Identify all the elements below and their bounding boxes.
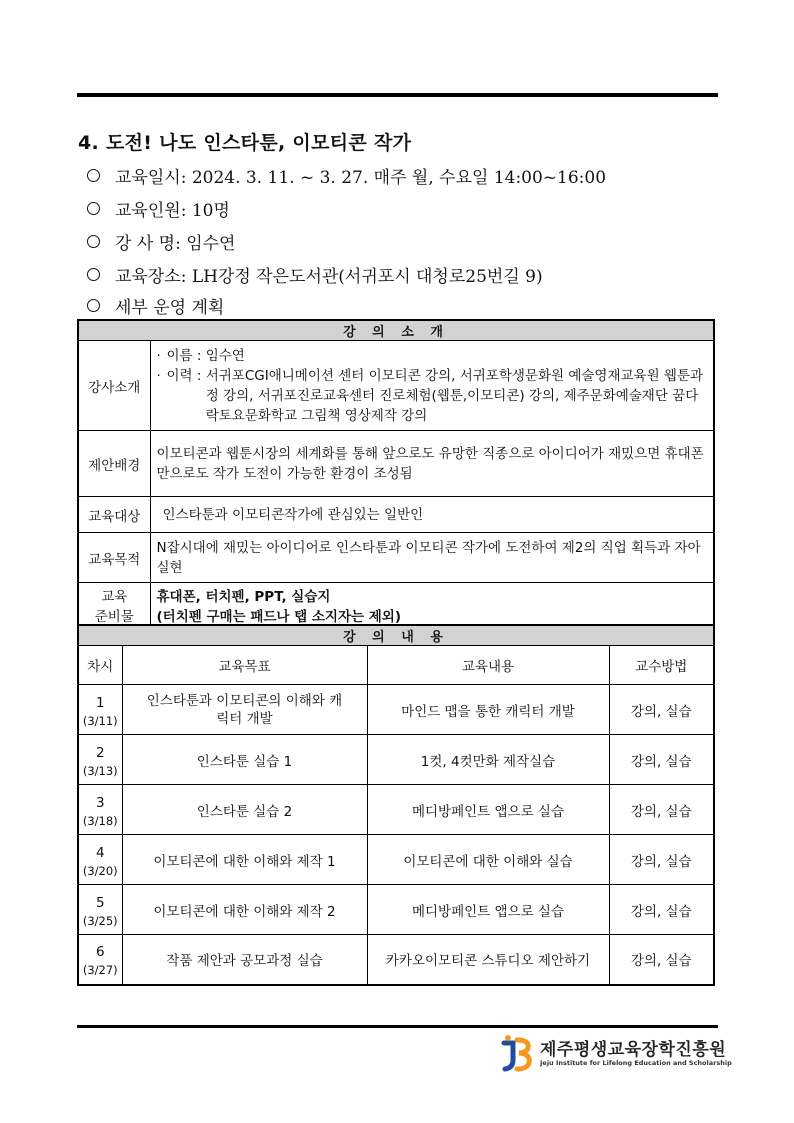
institute-name: 제주평생교육장학진흥원 xyxy=(540,1040,727,1060)
course-header: 강 의 내 용 xyxy=(78,625,714,646)
circle-bullet-icon xyxy=(87,202,100,215)
instructor-content xyxy=(150,341,714,431)
table-row xyxy=(78,785,714,835)
column-header: 교육내용 xyxy=(367,646,609,685)
session-date: (3/25) xyxy=(82,913,118,928)
session-number: 3 xyxy=(95,794,105,811)
session-method: 강의, 실습 xyxy=(609,785,714,835)
info-location xyxy=(87,262,543,287)
name-value: 임수연 xyxy=(205,347,245,364)
session-goal: 인스타툰과 이모티콘의 이해와 캐릭터 개발 xyxy=(122,685,367,735)
materials-line-1: 휴대폰, 터치펜, PPT, 실습지 xyxy=(156,589,331,606)
background-label: 제안배경 xyxy=(78,431,150,497)
session-number: 2 xyxy=(95,744,105,761)
session-goal: 인스타툰 실습 2 xyxy=(122,785,367,835)
info-headcount xyxy=(87,196,230,221)
session-goal: 이모티콘에 대한 이해와 제작 2 xyxy=(122,885,367,935)
session-goal: 인스타툰 실습 1 xyxy=(122,735,367,785)
intro-table xyxy=(77,319,715,634)
circle-bullet-icon xyxy=(87,268,100,281)
session-number: 5 xyxy=(95,894,105,911)
session-date: (3/27) xyxy=(82,963,118,978)
intro-header: 강 의 소 개 xyxy=(78,320,714,341)
session-content: 메디방페인트 앱으로 실습 xyxy=(367,885,609,935)
session-method: 강의, 실습 xyxy=(609,685,714,735)
session-number: 4 xyxy=(95,844,105,861)
session-method: 강의, 실습 xyxy=(609,735,714,785)
column-header: 교수방법 xyxy=(609,646,714,685)
instructor-label: 강사소개 xyxy=(78,341,150,431)
background-row xyxy=(78,431,714,497)
materials-label-line-2: 준비물 xyxy=(94,609,134,626)
target-row xyxy=(78,497,714,533)
purpose-text: N잡시대에 재밌는 아이디어로 인스타툰과 이모티콘 작가에 도전하여 제2의 직업 획득과 자아실현 xyxy=(150,533,714,583)
session-date: (3/11) xyxy=(82,713,118,728)
materials-line-2: (터치펜 구매는 패드나 탭 소지자는 제외) xyxy=(156,609,401,626)
name-key: 이름 : xyxy=(166,347,206,364)
session-content: 이모티콘에 대한 이해와 실습 xyxy=(367,835,609,885)
circle-bullet-icon xyxy=(87,299,100,312)
info-text: 교육일시: 2024. 3. 11. ~ 3. 27. 매주 월, 수요일 14:00~16:00 xyxy=(115,168,607,188)
circle-bullet-icon xyxy=(87,169,100,182)
session-content: 마인드 맵을 통한 캐릭터 개발 xyxy=(367,685,609,735)
table-row xyxy=(78,935,714,985)
circle-bullet-icon xyxy=(87,235,100,248)
info-instructor xyxy=(87,229,235,254)
session-content: 카카오이모티콘 스튜디오 제안하기 xyxy=(367,935,609,985)
dot-bullet-icon: · xyxy=(156,347,161,364)
session-number: 1 xyxy=(95,694,105,711)
session-date: (3/18) xyxy=(82,813,118,828)
table-row xyxy=(78,735,714,785)
session-method: 강의, 실습 xyxy=(609,885,714,935)
column-header: 교육목표 xyxy=(122,646,367,685)
table-row xyxy=(78,835,714,885)
session-date: (3/20) xyxy=(82,863,118,878)
purpose-row xyxy=(78,533,714,583)
session-date: (3/13) xyxy=(82,763,118,778)
instructor-row xyxy=(78,341,714,431)
institute-logo-icon xyxy=(500,1034,534,1072)
materials-label-line-1: 교육 xyxy=(101,589,128,606)
session-content: 메디방페인트 앱으로 실습 xyxy=(367,785,609,835)
session-number: 6 xyxy=(95,944,105,961)
bottom-rule xyxy=(77,1025,718,1028)
session-method: 강의, 실습 xyxy=(609,835,714,885)
column-header: 차시 xyxy=(78,646,122,685)
course-column-headers xyxy=(78,646,714,685)
session-goal: 이모티콘에 대한 이해와 제작 1 xyxy=(122,835,367,885)
course-table xyxy=(77,624,715,986)
top-rule xyxy=(77,93,718,97)
institute-english-name: Jeju Institute for Lifelong Education and Scholarship xyxy=(540,1059,732,1067)
info-text: 강 사 명: 임수연 xyxy=(115,234,236,254)
info-text: 교육인원: 10명 xyxy=(115,201,230,221)
target-label: 교육대상 xyxy=(78,497,150,533)
career-key: 이력 : xyxy=(166,367,206,384)
info-text: 세부 운영 계획 xyxy=(115,298,225,318)
career-value: 서귀포CGI애니메이션 센터 이모티콘 강의, 서귀포학생문화원 예술영재교육원 웹툰과정 강의, 서귀포진로교육센터 진로체험(웹툰,이모티콘) 강의, 제주문화예술재단 꿈다락토요문화학교 그림책 영상제작 강의 xyxy=(205,367,704,424)
info-plan xyxy=(87,293,224,318)
page-title: 4. 도전! 나도 인스타툰, 이모티콘 작가 xyxy=(78,132,412,154)
dot-bullet-icon: · xyxy=(156,367,161,384)
purpose-label: 교육목적 xyxy=(78,533,150,583)
info-text: 교육장소: LH강정 작은도서관(서귀포시 대청로25번길 9) xyxy=(115,267,543,287)
table-row xyxy=(78,885,714,935)
session-content: 1컷, 4컷만화 제작실습 xyxy=(367,735,609,785)
target-text: 인스타툰과 이모티콘작가에 관심있는 일반인 xyxy=(150,497,714,533)
background-text: 이모티콘과 웹툰시장의 세계화를 통해 앞으로도 유망한 직종으로 아이디어가 재밌으면 휴대폰만으로도 작가 도전이 가능한 환경이 조성됨 xyxy=(150,431,714,497)
session-goal: 작품 제안과 공모과정 실습 xyxy=(122,935,367,985)
table-row xyxy=(78,685,714,735)
info-schedule xyxy=(87,163,606,188)
session-method: 강의, 실습 xyxy=(609,935,714,985)
